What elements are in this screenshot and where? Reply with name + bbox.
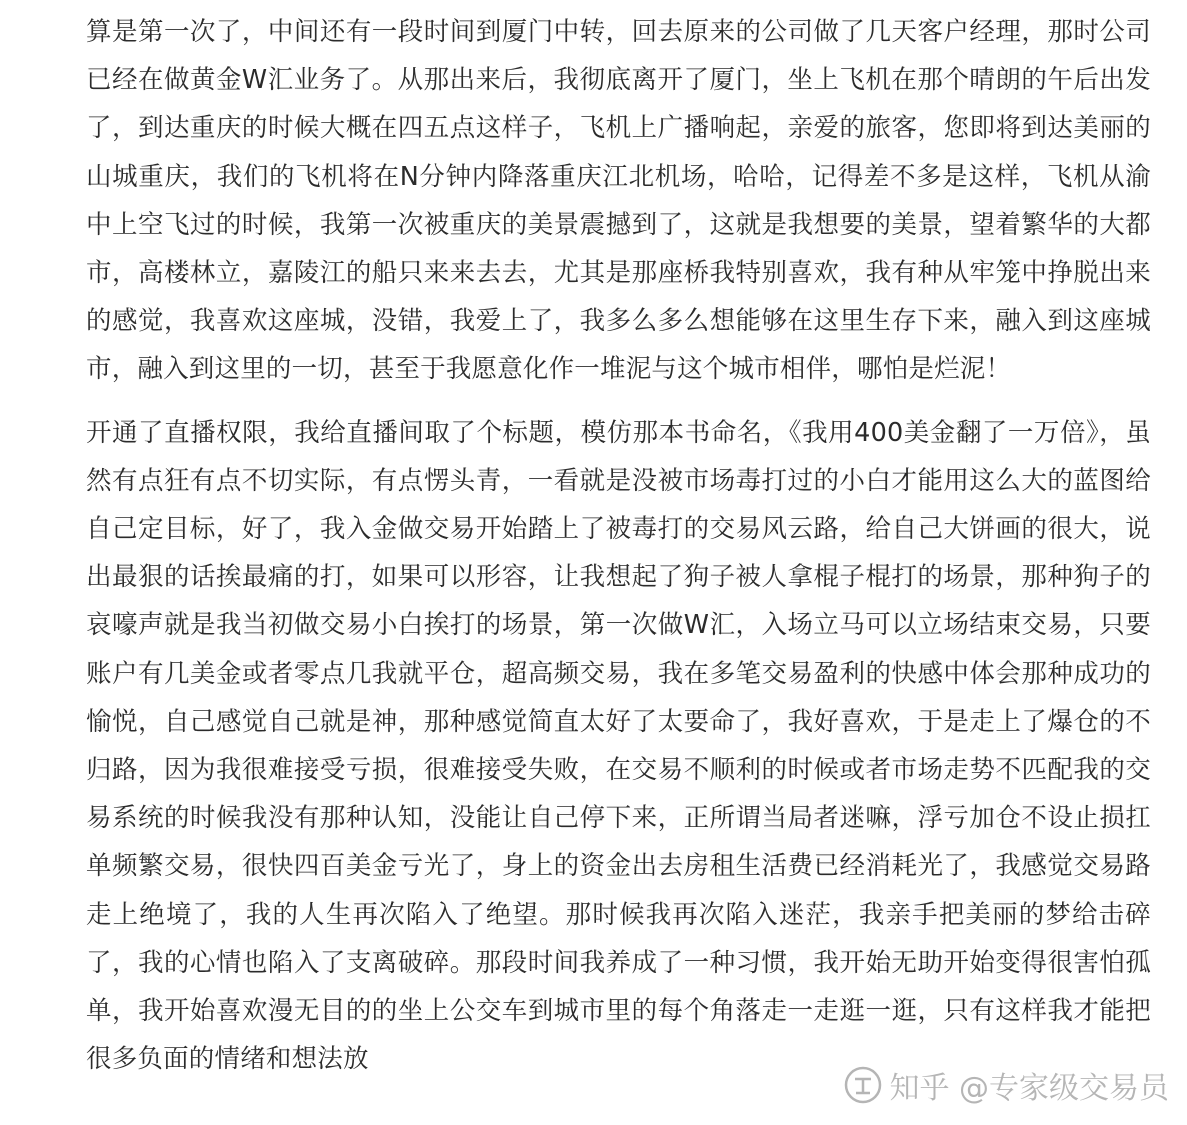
- paragraph-2: 开通了直播权限，我给直播间取了个标题，模仿那本书命名，《我用400美金翻了一万倍》，虽然有点狂有点不切实际，有点愣头青，一看就是没被市场毒打过的小白才能用这么大的蓝图给自己定目标，好了，我入金做交易开始踏上了被毒打的交易风云路，给自己大饼画的很大，说出最狠的话挨最痛的打，如果可以形容，让我想起了狗子被人拿棍子棍打的场景，那种狗子的哀嚎声就是我当初做交易小白挨打的场景，第一次做W汇，入场立马可以立场结束交易，只要账户有几美金或者零点几我就平仓，超高频交易，我在多笔交易盈利的快感中体会那种成功的愉悦，自己感觉自己就是神，那种感觉简直太好了太要命了，我好喜欢，于是走上了爆仓的不归路，因为我很难接受亏损，很难接受失败，在交易不顺利的时候或者市场走势不匹配我的交易系统的时候我没有那种认知，没能让自己停下来，正所谓当局者迷嘛，浮亏加仓不设止损扛单频繁交易，很快四百美金亏光了，身上的资金出去房租生活费已经消耗光了，我感觉交易路走上绝境了，我的人生再次陷入了绝望。那时候我再次陷入迷茫，我亲手把美丽的梦给击碎了，我的心情也陷入了支离破碎。那段时间我养成了一种习惯，我开始无助开始变得很害怕孤单，我开始喜欢漫无目的的坐上公交车到城市里的每个角落走一走逛一逛，只有这样我才能把很多负面的情绪和想法放: [86, 417, 1151, 1075]
- paragraph-1: 算是第一次了，中间还有一段时间到厦门中转，回去原来的公司做了几天客户经理，那时公司已经在做黄金W汇业务了。从那出来后，我彻底离开了厦门，坐上飞机在那个晴朗的午后出发了，到达重庆的时候大概在四五点这样子，飞机上广播响起，亲爱的旅客，您即将到达美丽的山城重庆，我们的飞机将在N分钟内降落重庆江北机场，哈哈，记得差不多是这样，飞机从渝中上空飞过的时候，我第一次被重庆的美景震撼到了，这就是我想要的美景，望着繁华的大都市，高楼林立，嘉陵江的船只来来去去，尤其是那座桥我特别喜欢，我有种从牢笼中挣脱出来的感觉，我喜欢这座城，没错，我爱上了，我多么多么想能够在这里生存下来，融入到这座城市，融入到这里的一切，甚至于我愿意化作一堆泥与这个城市相伴，哪怕是烂泥！: [86, 17, 1151, 385]
- article-body: [86, 8, 1151, 1083]
- watermark-text: 知乎 @专家级交易员: [889, 1071, 1169, 1106]
